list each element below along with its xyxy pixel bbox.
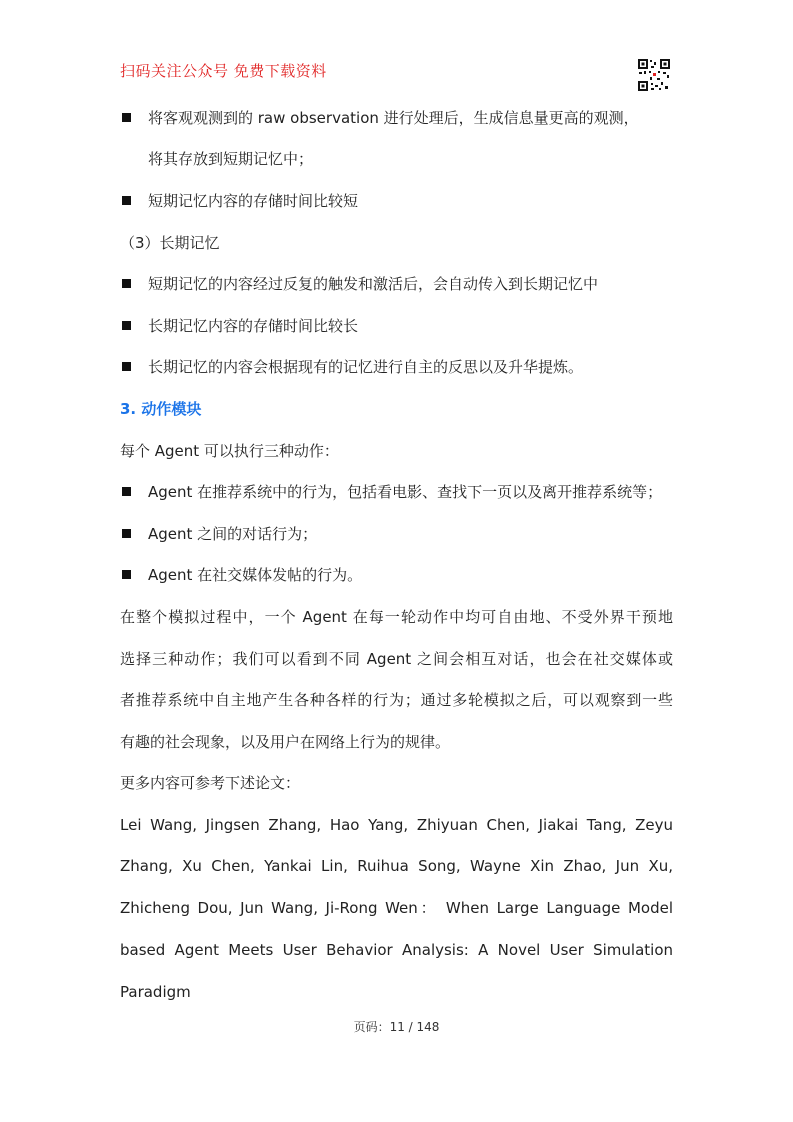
bullet-text: 短期记忆的内容经过反复的触发和激活后，会自动传入到长期记忆中 xyxy=(148,275,599,293)
bullet-icon xyxy=(122,487,131,496)
paragraph-line: 在整个模拟过程中，一个 Agent 在每一轮动作中均可自由地、不受外界干预地 xyxy=(120,608,673,626)
reference-line: Paradigm xyxy=(120,983,191,1001)
page-number: 页码：11 / 148 xyxy=(353,1020,440,1034)
reference-intro: 更多内容可参考下述论文： xyxy=(120,774,301,792)
paragraph-line: 有趣的社会现象，以及用户在网络上行为的规律。 xyxy=(120,733,451,751)
paragraph-text: 每个 Agent 可以执行三种动作： xyxy=(120,442,339,460)
reference-line: Lei Wang, Jingsen Zhang, Hao Yang, Zhiyuan Chen, Jiakai Tang, Zeyu xyxy=(120,816,673,834)
bullet-icon xyxy=(122,570,131,579)
section-heading: 3. 动作模块 xyxy=(120,400,202,418)
reference-line: Zhicheng Dou, Jun Wang, Ji-Rong Wen： When Large Language Model xyxy=(120,899,673,917)
bullet-icon xyxy=(122,113,131,122)
bullet-icon xyxy=(122,321,131,330)
bullet-icon xyxy=(122,196,131,205)
paragraph-line: 者推荐系统中自主地产生各种各样的行为；通过多轮模拟之后，可以观察到一些 xyxy=(120,691,673,709)
bullet-text: Agent 在社交媒体发帖的行为。 xyxy=(148,566,363,584)
reference-line: based Agent Meets User Behavior Analysis: A Novel User Simulation xyxy=(120,941,673,959)
bullet-text: 长期记忆的内容会根据现有的记忆进行自主的反思以及升华提炼。 xyxy=(148,358,584,376)
bullet-icon xyxy=(122,529,131,538)
bullet-text-continuation: 将其存放到短期记忆中； xyxy=(148,150,314,168)
subsection-heading: （3）长期记忆 xyxy=(120,234,220,252)
bullet-text: 将客观观测到的 raw observation 进行处理后，生成信息量更高的观测， xyxy=(148,109,639,127)
bullet-text: Agent 在推荐系统中的行为，包括看电影、查找下一页以及离开推荐系统等； xyxy=(148,483,663,501)
bullet-text: Agent 之间的对话行为； xyxy=(148,525,318,543)
bullet-icon xyxy=(122,279,131,288)
bullet-text: 长期记忆内容的存储时间比较长 xyxy=(148,317,359,335)
header-promo-text: 扫码关注公众号 免费下载资料 xyxy=(120,62,327,80)
qr-code-icon xyxy=(637,58,671,92)
reference-line: Zhang, Xu Chen, Yankai Lin, Ruihua Song, Wayne Xin Zhao, Jun Xu, xyxy=(120,857,673,875)
bullet-text: 短期记忆内容的存储时间比较短 xyxy=(148,192,359,210)
paragraph-line: 选择三种动作；我们可以看到不同 Agent 之间会相互对话，也会在社交媒体或 xyxy=(120,650,673,668)
bullet-icon xyxy=(122,362,131,371)
